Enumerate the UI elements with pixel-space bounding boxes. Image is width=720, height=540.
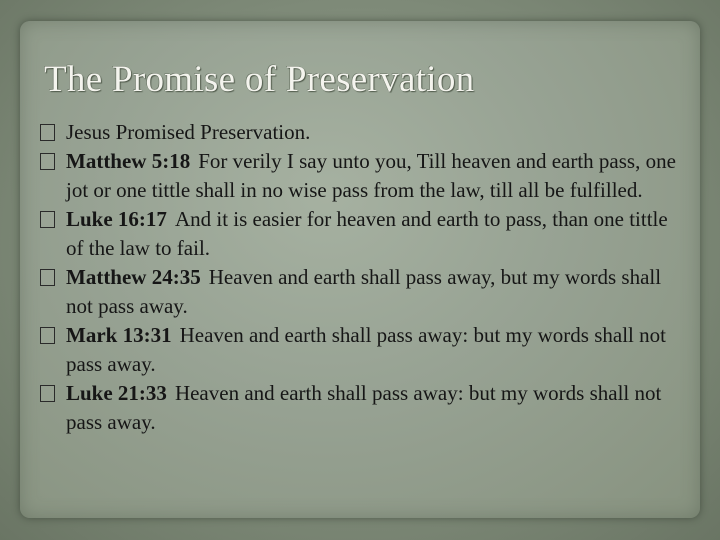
square-bullet-icon [40, 269, 55, 286]
bullet-text: Heaven and earth shall pass away, but my words shall not pass away. [66, 265, 662, 318]
bullet-item [40, 321, 690, 379]
bullet-text: Heaven and earth shall pass away: but my words shall not pass away. [66, 381, 662, 434]
scripture-reference: Matthew 5:18 [66, 149, 191, 173]
bullet-item [40, 118, 690, 147]
square-bullet-icon [40, 124, 55, 141]
square-bullet-icon [40, 153, 55, 170]
scripture-reference: Matthew 24:35 [66, 265, 201, 289]
bullet-text: Jesus Promised Preservation. [66, 120, 311, 144]
square-bullet-icon [40, 211, 55, 228]
bullet-item [40, 379, 690, 437]
bullet-text: Heaven and earth shall pass away: but my words shall not pass away. [66, 323, 666, 376]
scripture-reference: Mark 13:31 [66, 323, 172, 347]
square-bullet-icon [40, 385, 55, 402]
slide-title: The Promise of Preservation [44, 59, 475, 100]
scripture-reference: Luke 21:33 [66, 381, 167, 405]
bullet-item [40, 147, 690, 205]
scripture-reference: Luke 16:17 [66, 207, 167, 231]
bullet-item [40, 263, 690, 321]
bullet-list [40, 118, 690, 437]
bullet-text: For verily I say unto you, Till heaven and earth pass, one jot or one tittle shall in no wise pass from the law, till all be fulfilled. [66, 149, 676, 202]
bullet-item [40, 205, 690, 263]
square-bullet-icon [40, 327, 55, 344]
bullet-text: And it is easier for heaven and earth to pass, than one tittle of the law to fail. [66, 207, 668, 260]
